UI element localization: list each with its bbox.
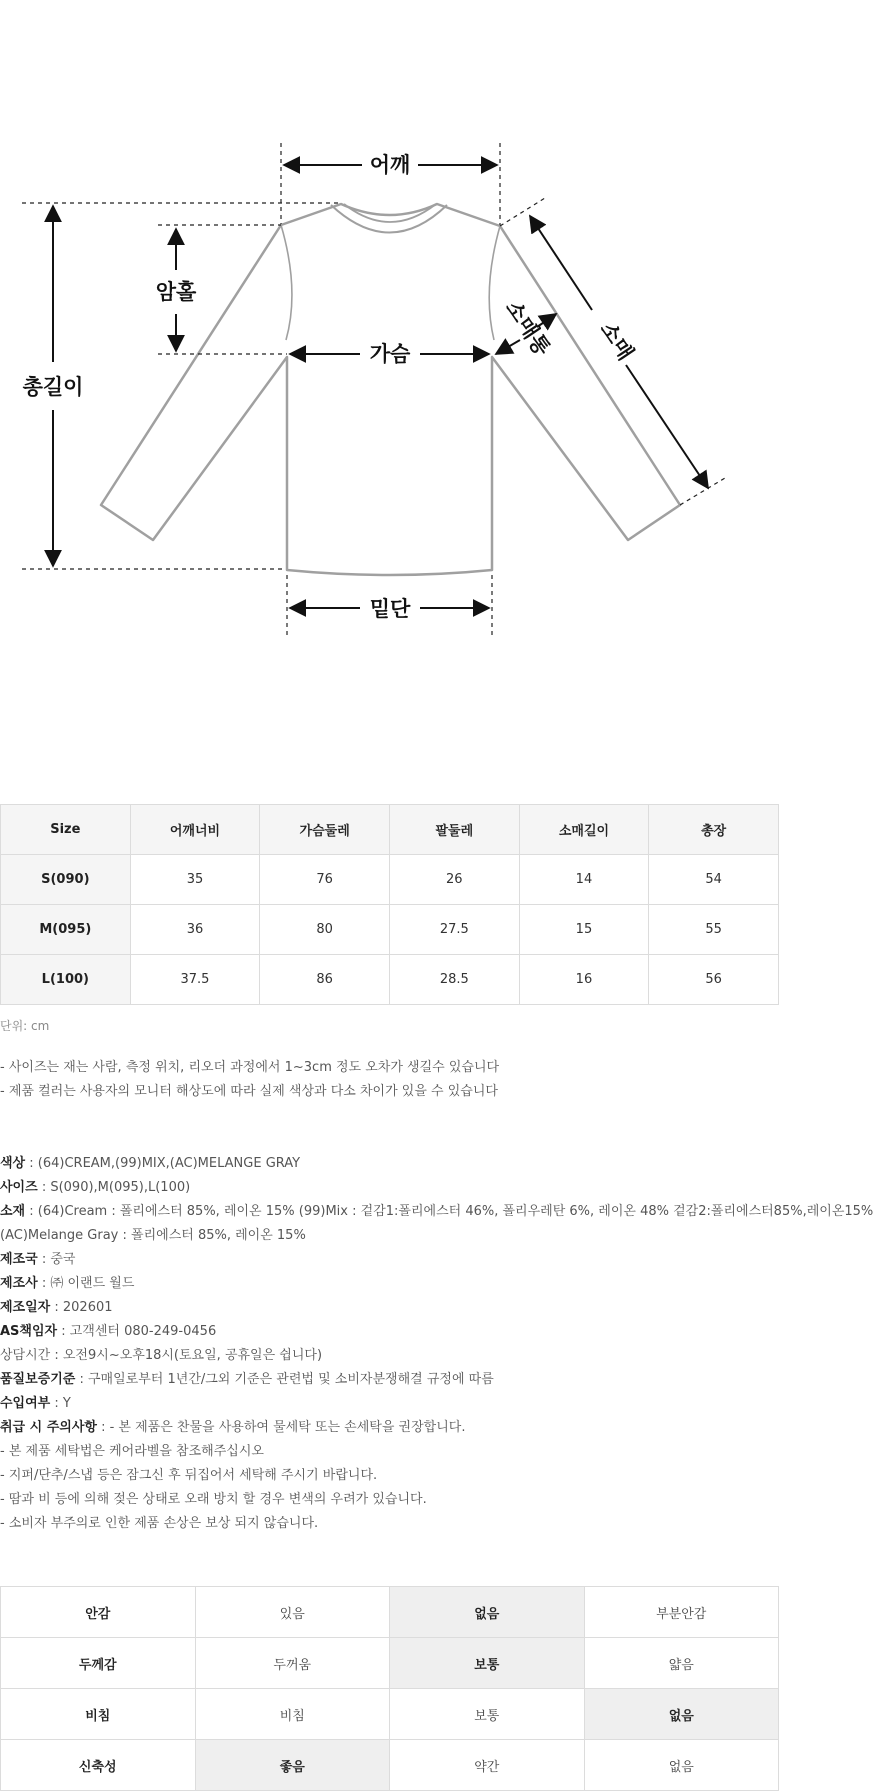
table-cell: 16 [519, 955, 649, 1005]
property-option: 얇음 [584, 1638, 779, 1689]
property-label: 두께감 [1, 1638, 196, 1689]
info-date [0, 1296, 780, 1320]
property-row-thickness [1, 1638, 779, 1689]
info-label: 소재 [0, 1204, 26, 1219]
table-cell: 56 [649, 955, 779, 1005]
table-cell: 37.5 [130, 955, 260, 1005]
property-row-lining [1, 1587, 779, 1638]
info-care [0, 1416, 780, 1440]
table-cell: 26 [389, 855, 519, 905]
info-import [0, 1392, 780, 1416]
garment-diagram-svg [0, 0, 780, 800]
header-arm: 팔둘레 [389, 805, 519, 855]
total-length-label: 총길이 [22, 375, 84, 399]
size-table [0, 804, 779, 1005]
measurement-diagram [0, 0, 780, 800]
sleeve-width-label: 소매통 [500, 296, 555, 361]
info-maker [0, 1272, 780, 1296]
info-label: 제조사 [0, 1276, 38, 1291]
size-cell: L(100) [1, 955, 131, 1005]
info-value: : 구매일로부터 1년간/그외 기준은 관련법 및 소비자분쟁해결 규정에 따름 [75, 1372, 494, 1387]
care-line: - 지퍼/단추/스냅 등은 잠그신 후 뒤집어서 세탁해 주시기 바랍니다. [0, 1468, 378, 1483]
info-label: 품질보증기준 [0, 1372, 76, 1387]
info-label: AS책임자 [0, 1324, 58, 1339]
table-cell: 55 [649, 905, 779, 955]
property-option: 좋음 [195, 1740, 390, 1791]
info-value: : S(090),M(095),L(100) [37, 1180, 191, 1195]
info-value: : 202601 [50, 1300, 113, 1315]
info-label: 제조국 [0, 1252, 38, 1267]
unit-note: 단위: cm [0, 1019, 50, 1033]
table-row [1, 905, 779, 955]
table-cell: 27.5 [389, 905, 519, 955]
property-option: 두꺼움 [195, 1638, 390, 1689]
care-line: - 소비자 부주의로 인한 제품 손상은 보상 되지 않습니다. [0, 1516, 319, 1531]
info-label: 색상 [0, 1156, 26, 1171]
table-cell: 80 [260, 905, 390, 955]
property-option: 비침 [195, 1689, 390, 1740]
info-material [0, 1200, 873, 1224]
header-sleeve-length: 소매길이 [519, 805, 649, 855]
info-label: 제조일자 [0, 1300, 51, 1315]
shoulder-label: 어깨 [369, 153, 411, 177]
size-notes [0, 1056, 499, 1104]
chest-label: 가슴 [369, 342, 411, 366]
info-label: 취급 시 주의사항 [0, 1420, 97, 1435]
property-row-sheerness [1, 1689, 779, 1740]
note-line: - 사이즈는 재는 사람, 측정 위치, 리오더 과정에서 1~3cm 정도 오차가 생길수 있습니다 [0, 1060, 500, 1075]
care-line: - 땀과 비 등에 의해 젖은 상태로 오래 방치 할 경우 변색의 우려가 있습니다. [0, 1492, 427, 1507]
care-line: - 본 제품 세탁법은 케어라벨을 참조해주십시오 [0, 1444, 264, 1459]
property-label: 신축성 [1, 1740, 196, 1791]
table-cell: 15 [519, 905, 649, 955]
armhole-label: 암홀 [155, 280, 197, 304]
fabric-property-table [0, 1586, 779, 1791]
info-material-2: (AC)Melange Gray : 폴리에스터 85%, 레이온 15% [0, 1228, 306, 1243]
hem-label: 밑단 [369, 597, 411, 621]
table-cell: 14 [519, 855, 649, 905]
info-as [0, 1320, 780, 1344]
size-cell: M(095) [1, 905, 131, 955]
property-option: 있음 [195, 1587, 390, 1638]
property-option: 없음 [584, 1689, 779, 1740]
table-cell: 36 [130, 905, 260, 955]
note-line: - 제품 컬러는 사용자의 모니터 해상도에 따라 실제 색상과 다소 차이가 있을 수 있습니다 [0, 1084, 498, 1099]
property-option: 보통 [390, 1638, 585, 1689]
property-option: 부분안감 [584, 1587, 779, 1638]
info-size [0, 1176, 780, 1200]
header-chest: 가슴둘레 [260, 805, 390, 855]
property-row-stretch [1, 1740, 779, 1791]
table-cell: 35 [130, 855, 260, 905]
info-warranty [0, 1368, 780, 1392]
sleeve-label: 소매 [595, 317, 639, 365]
info-country [0, 1248, 780, 1272]
property-label: 비침 [1, 1689, 196, 1740]
info-value: : Y [50, 1396, 71, 1411]
table-row [1, 955, 779, 1005]
info-value: : (64)Cream : 폴리에스터 85%, 레이온 15% (99)Mix : 겉감1:폴리에스터 46%, 폴리우레탄 6%, 레이온 48% 겉감2:폴리에스터85%,레이온15% [25, 1204, 873, 1219]
table-cell: 76 [260, 855, 390, 905]
info-label: 수입여부 [0, 1396, 51, 1411]
info-color [0, 1152, 780, 1176]
product-info [0, 1152, 873, 1536]
info-value: : (64)CREAM,(99)MIX,(AC)MELANGE GRAY [25, 1156, 301, 1171]
property-label: 안감 [1, 1587, 196, 1638]
table-cell: 28.5 [389, 955, 519, 1005]
header-shoulder-width: 어깨너비 [130, 805, 260, 855]
table-cell: 54 [649, 855, 779, 905]
table-cell: 86 [260, 955, 390, 1005]
property-option: 없음 [584, 1740, 779, 1791]
info-value: : 중국 [37, 1252, 76, 1267]
header-size: Size [1, 805, 131, 855]
info-value: : 고객센터 080-249-0456 [57, 1324, 217, 1339]
size-table-header [1, 805, 779, 855]
info-value: : ㈜ 이랜드 월드 [37, 1276, 135, 1291]
info-hours: 상담시간 : 오전9시~오후18시(토요일, 공휴일은 쉽니다) [0, 1348, 323, 1363]
garment-outline [101, 204, 680, 575]
table-row [1, 855, 779, 905]
info-value: : - 본 제품은 찬물을 사용하여 물세탁 또는 손세탁을 권장합니다. [96, 1420, 466, 1435]
header-total-length: 총장 [649, 805, 779, 855]
property-option: 없음 [390, 1587, 585, 1638]
size-cell: S(090) [1, 855, 131, 905]
info-label: 사이즈 [0, 1180, 38, 1195]
property-option: 보통 [390, 1689, 585, 1740]
property-option: 약간 [390, 1740, 585, 1791]
